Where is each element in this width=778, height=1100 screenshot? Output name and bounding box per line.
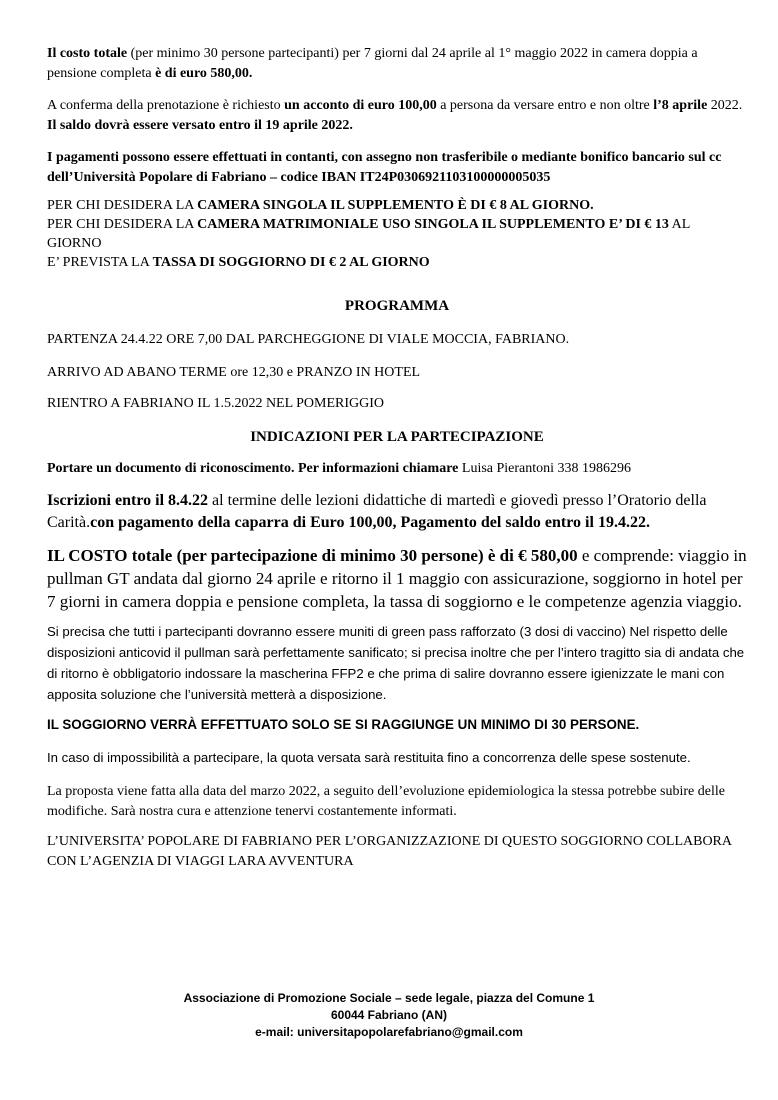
tourist-tax: TASSA DI SOGGIORNO DI € 2 AL GIORNO: [152, 255, 430, 270]
footer: [0, 990, 778, 1041]
programma-item-departure: PARTENZA 24.4.22 ORE 7,00 DAL PARCHEGGIONE DI VIALE MOCCIA, FABRIANO.: [47, 332, 570, 347]
balance-deadline: Il saldo dovrà essere versato entro il 19 aprile 2022.: [47, 118, 353, 133]
programma-heading: PROGRAMMA: [344, 298, 450, 314]
deposit-paragraph: [47, 96, 747, 136]
covid-paragraph: Si precisa che tutti i partecipanti dovranno essere muniti di green pass rafforzato (3 dosi di vaccino) Nel rispetto delle disposizioni anticovid il pullman sarà perfettamente sanificato; si precisa inoltre che per l’intero tragitto sia di andata che di ritorno è obbligatorio indossare la mascherina FFP2 e che prima di salire dovranno essere igienizzate le mani con apposita soluzione che l’università metterà a disposizione.: [47, 624, 745, 702]
iscrizioni-payment: con pagamento della caparra di Euro 100,00, Pagamento del saldo entro il 19.4.22.: [90, 514, 650, 531]
payments-paragraph: I pagamenti possono essere effettuati in contanti, con assegno non trasferibile o mediante bonifico bancario sul cc dell’Università Popolare di Fabriano – codice IBAN IT24P0306921103100000005035: [47, 150, 722, 185]
contact-info: Luisa Pierantoni 338 1986296: [458, 461, 632, 476]
document-paragraph: [47, 459, 747, 479]
supplements-block: [47, 196, 747, 272]
cost-text: (per minimo 30 persone partecipanti) per 7 giorni dal 24 aprile al 1° maggio 2022 in camera doppia a pensione completa: [47, 46, 698, 81]
refund-paragraph: In caso di impossibilità a partecipare, la quota versata sarà restituita fino a concorrenza delle spese sostenute.: [47, 750, 691, 765]
programma-item-arrival: ARRIVO AD ABANO TERME ore 12,30 e PRANZO IN HOTEL: [47, 365, 421, 380]
deposit-date: l’8 aprile: [653, 98, 708, 113]
deposit-amount: un acconto di euro 100,00: [284, 98, 437, 113]
footer-city: 60044 Fabriano (AN): [330, 1008, 448, 1022]
iscrizioni-deadline: Iscrizioni entro il 8.4.22: [47, 492, 209, 509]
double-room-suffix: AL GIORNO: [47, 217, 690, 251]
cost-paragraph: [47, 44, 747, 84]
single-room-prefix: PER CHI DESIDERA LA: [47, 198, 198, 213]
agency-paragraph: L’UNIVERSITA’ POPOLARE DI FABRIANO PER L’ORGANIZZAZIONE DI QUESTO SOGGIORNO COLLABORA CON L’AGENZIA DI VIAGGI LARA AVVENTURA: [47, 834, 732, 869]
deposit-year: 2022.: [707, 98, 743, 113]
double-room-prefix: PER CHI DESIDERA LA: [47, 217, 198, 232]
tourist-tax-line: [47, 253, 747, 272]
deposit-text-1: A conferma della prenotazione è richiesto: [47, 98, 285, 113]
tourist-tax-prefix: E’ PREVISTA LA: [47, 255, 153, 270]
costo-includes: e comprende: viaggio in pullman GT andata dal giorno 24 aprile e ritorno il 1 maggio con assicurazione, soggiorno in hotel per 7 giorni in camera doppia e pensione completa, la tassa di soggiorno e le competenze agenzia viaggio.: [47, 546, 747, 611]
footer-address: Associazione di Promozione Sociale – sede legale, piazza del Comune 1: [183, 991, 595, 1005]
single-room-line: [47, 196, 747, 215]
costo-total: IL COSTO totale (per partecipazione di minimo 30 persone) è di € 580,00: [47, 546, 578, 565]
costo-paragraph: [47, 544, 747, 613]
indicazioni-heading: INDICAZIONI PER LA PARTECIPAZIONE: [250, 429, 544, 445]
programma-item-return: RIENTRO A FABRIANO IL 1.5.2022 NEL POMERIGGIO: [47, 396, 385, 411]
iscrizioni-text: al termine delle lezioni didattiche di martedì e giovedì presso l’Oratorio della Carità.: [47, 492, 707, 531]
footer-email: e-mail: universitapopolarefabriano@gmail.com: [255, 1025, 523, 1039]
cost-amount: è di euro 580,00.: [155, 66, 253, 81]
minimum-participants-notice: IL SOGGIORNO VERRÀ EFFETTUATO SOLO SE SI RAGGIUNGE UN MINIMO DI 30 PERSONE.: [47, 717, 640, 732]
double-single-use-line: [47, 215, 747, 253]
cost-label: Il costo totale: [47, 46, 128, 61]
proposal-paragraph: La proposta viene fatta alla data del marzo 2022, a seguito dell’evoluzione epidemiologica la stessa potrebbe subire delle modifiche. Sarà nostra cura e attenzione tenervi costantemente informati.: [47, 784, 725, 819]
iscrizioni-paragraph: [47, 490, 747, 534]
document-instruction: Portare un documento di riconoscimento. Per informazioni chiamare: [47, 461, 459, 476]
single-room-supplement: CAMERA SINGOLA IL SUPPLEMENTO È DI € 8 AL GIORNO.: [197, 198, 594, 213]
deposit-text-2: a persona da versare entro e non oltre: [436, 98, 654, 113]
double-room-supplement: CAMERA MATRIMONIALE USO SINGOLA IL SUPPLEMENTO E’ DI € 13: [197, 217, 669, 232]
